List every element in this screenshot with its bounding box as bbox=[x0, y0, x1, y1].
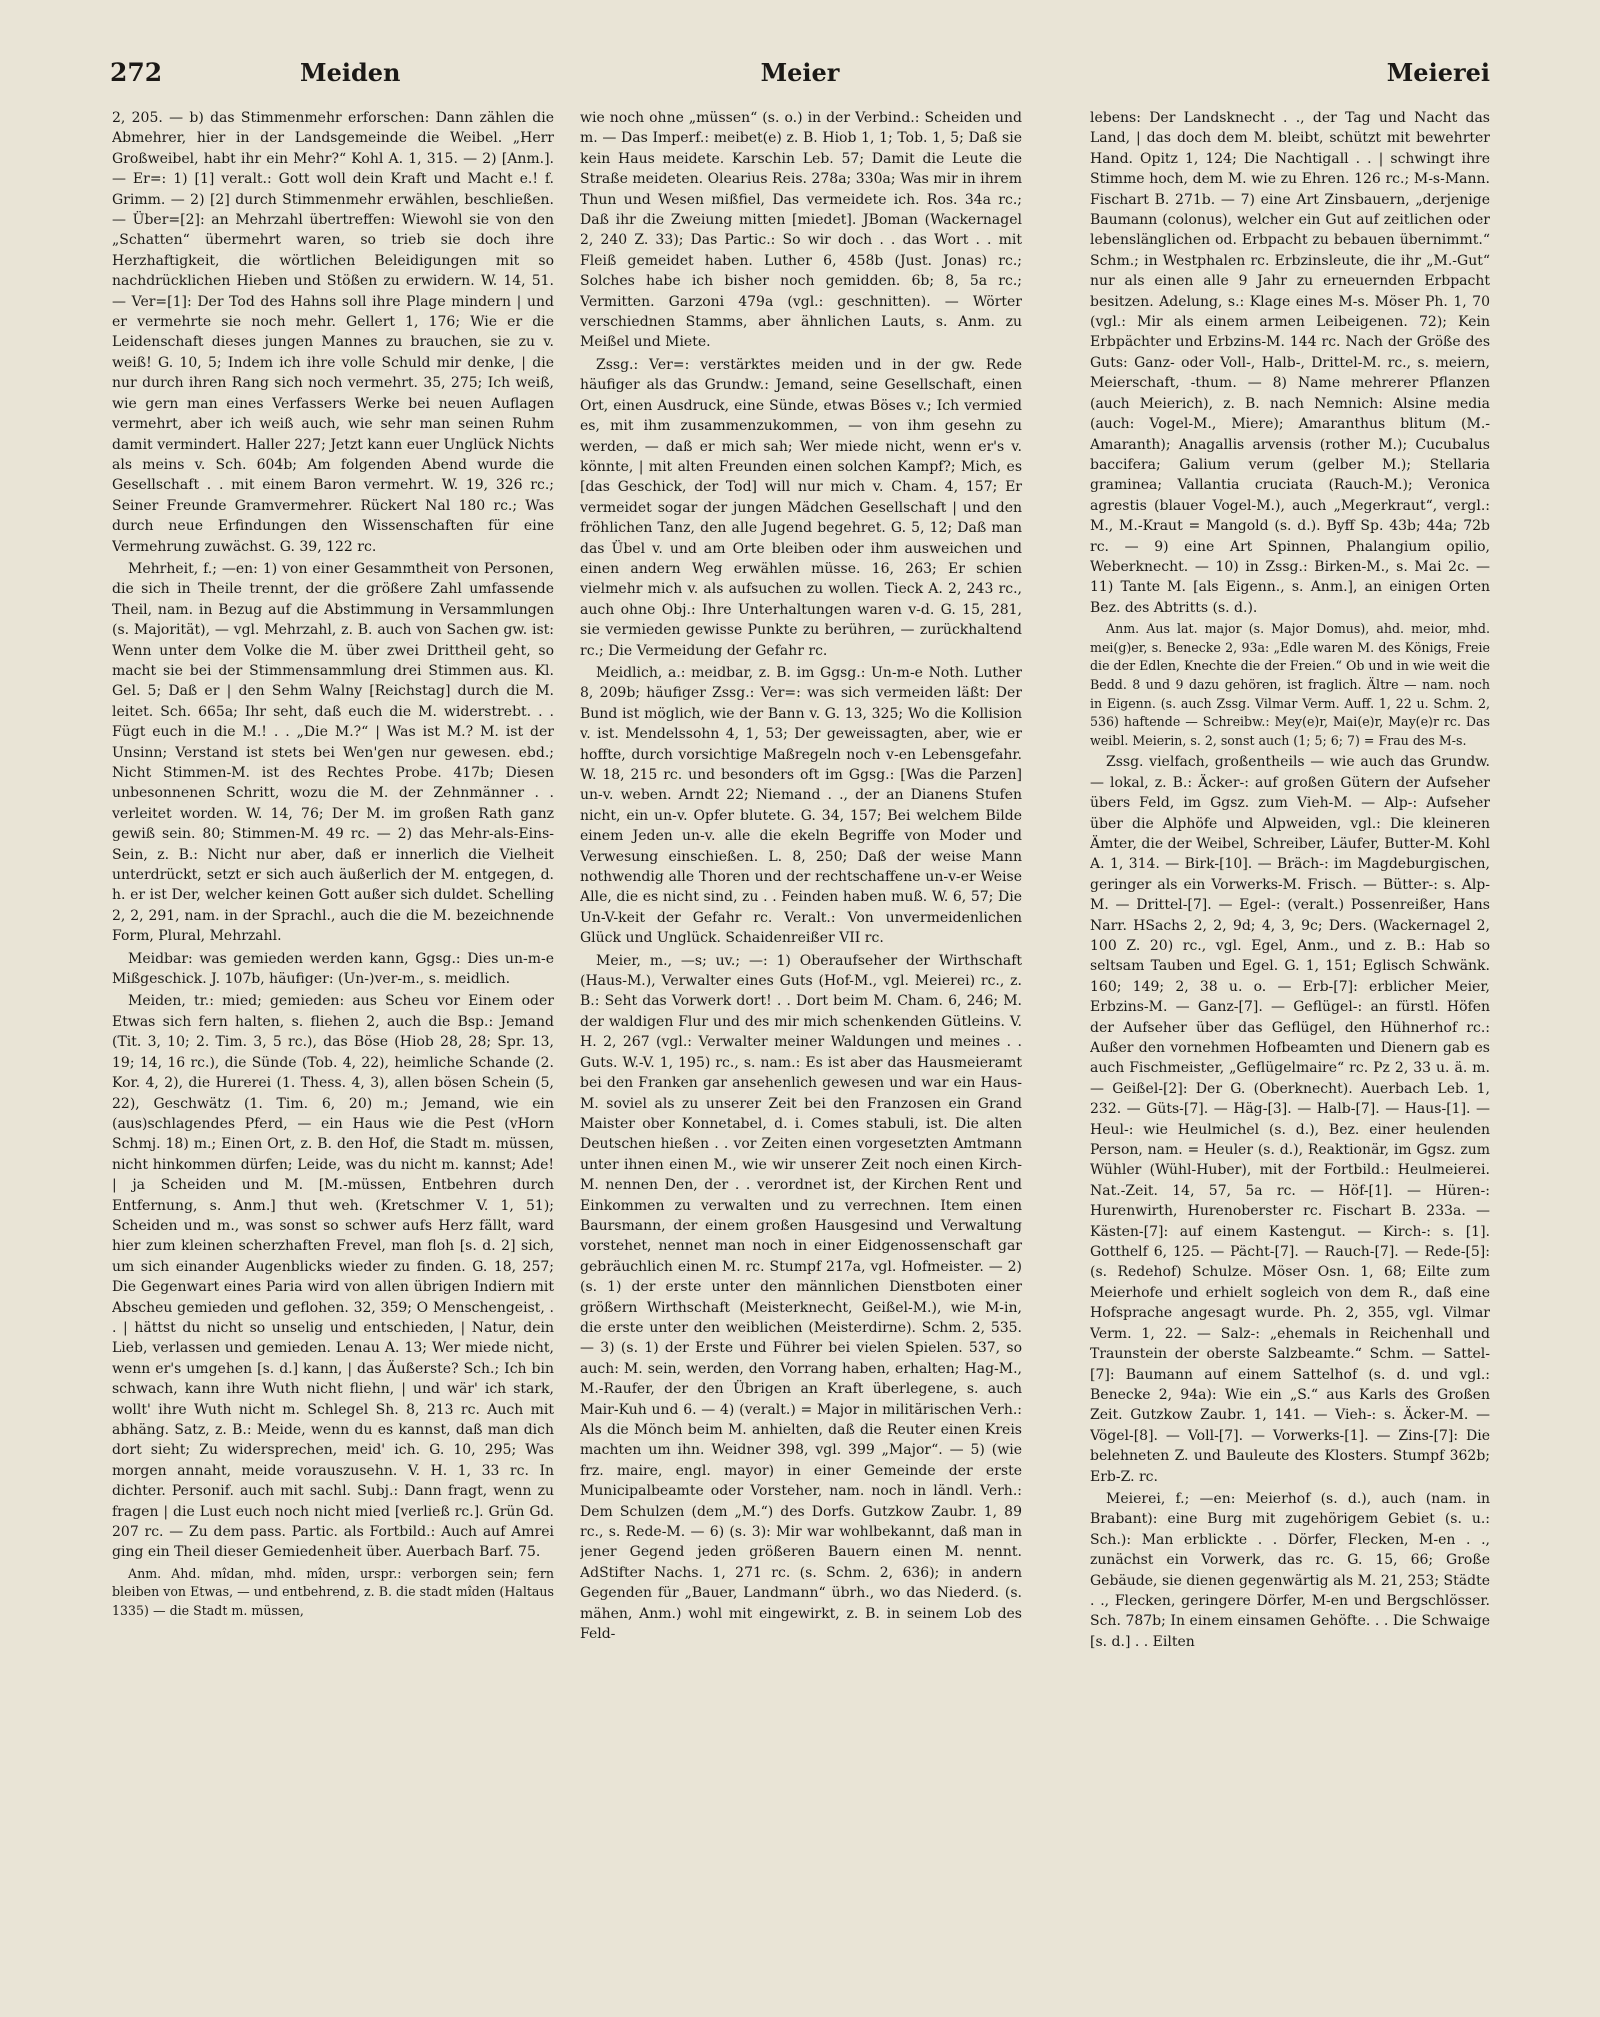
entry-continuation: lebens: Der Landsknecht . ., der Tag und Nacht das Land, | das doch dem M. bleibt, schützt mit bewehrter Hand. Opitz 1, 124; Die Nachtigall . . | schwingt ihre Stimme hoch, dem M. wie zu Ehren. 126 rc.; M-s-Mann. Fischart B. 271b. — 7) eine Art Zinsbauern, „derjenige Baumann (colonus), welcher ein Gut auf zeitlichen oder lebenslänglichen od. Erbpacht zu bebauen übernimmt.“ Schm.; in Westphalen rc. Erbzinsleute, die ihr „M.-Gut“ nur als einen alle 9 Jahr zu erneuernden Erbpacht besitzen. Adelung, s.: Klage eines M-s. Möser Ph. 1, 70 (vgl.: Mir als einem armen Leibeigenen. 72); Kein Erbpächter und Erbzins-M. 144 rc. Nach der Größe des Guts: Ganz- oder Voll-, Halb-, Drittel-M. rc., s. meiern, Meierschaft, -thum. — 8) Name mehrerer Pflanzen (auch Meierich), z. B. nach Nemnich: Alsine media (auch: Vogel-M., Miere); Amaranthus blitum (M.-Amaranth); Anagallis arvensis (rother M.); Cucubalus baccifera; Galium verum (gelber M.); Stellaria graminea; Vallantia cruciata (Rauch-M.); Veronica agrestis (blauer Vogel-M.), auch „Megerkraut“, vergl.: M., M.-Kraut = Mangold (s. d.). Byff Sp. 43b; 44a; 72b rc. — 9) eine Art Spinnen, Phalangium opilio, Weberknecht. — 10) in Zssg.: Birken-M., s. Mai 2c. — 11) Tante M. [als Eigenn., s. Anm.], an einigen Orten Bez. des Abtritts (s. d.). bbox=[1090, 110, 1490, 616]
entry-meierei: Meierei, f.; —en: Meierhof (s. d.), auch (nam. in Brabant): eine Burg mit zugehörigem Gebiet (s. u.: Sch.): Man erblickte . . Dörfer, Flecken, M-en . ., zunächst ein Vorwerk, das rc. G. 15, 66; Große Gebäude, sie dienen gegenwärtig als M. 21, 253; Städte . ., Flecken, geringere Dörfer, M-en und Bergschlösser. Sch. 787b; In einem einsamen Gehöfte. . . Die Schwaige [s. d.] . . Eilten bbox=[1090, 1490, 1490, 1650]
entry-meidlich: Meidlich, a.: meidbar, z. B. im Ggsg.: Un-m-e Noth. Luther 8, 209b; häufiger Zssg.: Ver=: was sich vermeiden läßt: Der Bund ist möglich, wie der Bann v. G. 13, 325; Wo die Kollision v. ist. Mendelssohn 4, 1, 53; Der geweissagten, aber, wie er hoffte, durch vorsichtige Maßregeln noch v-en Lebensgefahr. W. 18, 215 rc. und besonders oft im Ggsg.: [Was die Parzen] un-v. weben. Arndt 22; Niemand . ., der an Dianens Stufen nicht, ein un-v. Opfer blutete. G. 34, 157; Bei welchem Bilde einem Jeden un-v. alle die ekeln Begriffe von Moder und Verwesung einschießen. L. 8, 250; Daß der weise Mann nothwendig alle Thoren und der rechtschaffene un-v-er Weise Alle, die es nicht sind, zu . . Feinden haben muß. W. 6, 57; Die Un-V-keit der Gefahr rc. Veralt.: Von unvermeidenlichen Glück und Unglück. Schaidenreißer VII rc. bbox=[580, 664, 1022, 947]
entry-note: Anm. Ahd. mîdan, mhd. mîden, urspr.: verborgen sein; fern bleiben von Etwas, — und entbehrend, z. B. die stadt mîden (Haltaus 1335) — die Stadt m. müssen, bbox=[112, 1565, 554, 1619]
page-number: 272 bbox=[110, 58, 163, 87]
running-head-center: Meier bbox=[760, 58, 840, 87]
entry-continuation: wie noch ohne „müssen“ (s. o.) in der Verbind.: Scheiden und m. — Das Imperf.: meibet(e) z. B. Hiob 1, 1; Tob. 1, 5; Daß sie kein Haus meidete. Karschin Leb. 57; Damit die Leute die Straße meideten. Olearius Reis. 278a; 330a; Was mir in ihrem Thun und Wesen mißfiel, Das vermeidete ich. Ros. 34a rc.; Daß ihr die Zweiung mitten [miedet]. JBoman (Wackernagel 2, 240 Z. 33); Das Partic.: So wir doch . . das Wort . . mit Fleiß gemeidet haben. Luther 6, 458b (Just. Jonas) rc.; Solches habe ich bisher noch gemidden. 6b; 8, 5a rc.; Vermitten. Garzoni 479a (vgl.: geschnitten). — Wörter verschiednen Stamms, aber ähnlichen Lauts, s. Anm. zu Meißel und Miete. bbox=[580, 110, 1022, 351]
entry-compounds: Zssg. vielfach, großentheils — wie auch das Grundw. — lokal, z. B.: Äcker-: auf großen Gütern der Aufseher übers Feld, im Ggsz. zum Vieh-M. — Alp-: Aufseher über die Alphöfe und Alpweiden, vgl.: Die kleineren Ämter, die der Weibel, Schreiber, Läufer, Butter-M. Kohl A. 1, 314. — Birk-[10]. — Bräch-: im Magdeburgischen, geringer als ein Vorwerks-M. Frisch. — Bütter-: s. Alp-M. — Drittel-[7]. — Egel-: (veralt.) Possenreißer, Hans Narr. HSachs 2, 2, 9d; 4, 3, 9c; Ders. (Wackernagel 2, 100 Z. 20) rc., vgl. Egel, Anm., und z. B.: Hab so seltsam Tauben und Egel. G. 1, 151; Eglisch Schwänk. 160; 149; 2, 38 u. o. — Erb-[7]: erblicher Meier, Erbzins-M. — Ganz-[7]. — Geflügel-: an fürstl. Höfen der Aufseher über das Geflügel, den Hühnerhof rc.: Außer den vornehmen Hofbeamten und Dienern gab es auch Fischmeister, „Geflügelmaire“ rc. Pz 2, 33 u. ä. m. — Geißel-[2]: Der G. (Oberknecht). Auerbach Leb. 1, 232. — Güts-[7]. — Häg-[3]. — Halb-[7]. — Haus-[1]. — Heul-: wie Heulmichel (s. d.), Bez. einer heulenden Person, nam. = Heuler (s. d.), Reaktionär, im Ggsz. zum Wühler (Wühl-Huber), mit der Fortbild.: Heulmeierei. Nat.-Zeit. 14, 57, 5a rc. — Höf-[1]. — Hüren-: Hurenwirth, Hurenoberster rc. Fischart B. 233a. — Kästen-[7]: auf einem Kastengut. — Kirch-: s. [1]. Gotthelf 6, 125. — Pächt-[7]. — Rauch-[7]. — Rede-[5]: (s. Redehof) Schulze. Möser Osn. 1, 68; Eilte zum Meierhofe und erhielt sogleich von dem R., daß eine Hofsprache angesagt wurde. Ph. 2, 355, vgl. Vilmar Verm. 1, 22. — Salz-: „ehemals in Reichenhall und Traunstein der oberste Salzbeamte.“ Schm. — Sattel-[7]: Baumann auf einem Sattelhof (s. d. und vgl.: Benecke 2, 94a): Wie ein „S.“ aus Karls des Großen Zeit. Gutzkow Zaubr. 1, 141. — Vieh-: s. Äcker-M. — Vögel-[8]. — Voll-[7]. — Vorwerks-[1]. — Zins-[7]: Die belehneten Z. und Bauleute des Klosters. Stumpf 362b; Erb-Z. rc. bbox=[1090, 754, 1490, 1485]
entry-continuation: 2, 205. — b) das Stimmenmehr erforschen: Dann zählen die Abmehrer, hier in der Landsgemeinde die Weibel. „Herr Großweibel, habt ihr ein Mehr?“ Kohl A. 1, 315. — 2) [Anm.]. — Er=: 1) [1] veralt.: Gott woll dein Kraft und Macht e.! f. Grimm. — 2) [2] durch Stimmenmehr erwählen, beschließen. — Über=[2]: an Mehrzahl übertreffen: Wiewohl sie von den „Schatten“ übermehrt waren, so trieb sie doch ihre Herzhaftigkeit, die wörtlichen Beleidigungen mit so nachdrücklichen Hieben und Stößen zu erwidern. W. 14, 51. — Ver=[1]: Der Tod des Hahns soll ihre Plage mindern | und er vermehrte sie noch mehr. Gellert 1, 176; Wie er die Leidenschaft dieses jungen Mannes zu brauchen, sie zu v. weiß! G. 10, 5; Indem ich ihre volle Schuld mir denke, | die nur durch ihren Rang sich noch vermehrt. 35, 275; Ich weiß, wie gern man eines Verfassers Werke bei neuen Auflagen vermehrt, aber ich weiß auch, wie sehr man seinen Ruhm damit vermindert. Haller 227; Jetzt kann euer Unglück Nichts als meins v. Sch. 604b; Am folgenden Abend wurde die Gesellschaft . . mit einem Baron vermehrt. W. 19, 326 rc.; Seiner Freunde Gramvermehrer. Rückert Nal 180 rc.; Was durch neue Erfindungen den Wissenschaften für eine Vermehrung zuwächst. G. 39, 122 rc. bbox=[112, 110, 554, 555]
entry-mehrheit: Mehrheit, f.; —en: 1) von einer Gesammtheit von Personen, die sich in Theile trennt, der die größere Zahl umfassende Theil, nam. in Bezug auf die Abstimmung in Versammlungen (s. Majorität), — vgl. Mehrzahl, z. B. auch von Sachen gw. ist: Wenn unter dem Volke die M. über zwei Drittheil geht, so macht sie bei der Stimmensammlung drei Stimmen aus. Kl. Gel. 5; Daß er | den Sehm Walny [Reichstag] durch die M. leitet. Sch. 665a; Ihr seht, daß euch die M. widerstrebt. . . Fügt euch in die M.! . . „Die M.?“ | Was ist M.? M. ist der Unsinn; Verstand ist stets bei Wen'gen nur gewesen. ebd.; Nicht Stimmen-M. ist des Rechtes Probe. 417b; Diesen unbesonnenen Schritt, wozu die M. der Zehnmänner . . verleitet worden. W. 14, 76; Der M. im großen Rath ganz gewiß sein. 80; Stimmen-M. 49 rc. — 2) das Mehr-als-Eins-Sein, z. B.: Nicht nur aber, daß er innerlich die Vielheit unterdrückt, setzt er sich auch äußerlich der M. entgegen, d. h. er ist Der, welcher keinen Gott außer sich duldet. Schelling 2, 2, 291, nam. in der Sprachl., auch die die M. bezeichnende Form, Plural, Mehrzahl. bbox=[112, 560, 554, 945]
text-column-2 bbox=[580, 108, 1022, 1998]
running-head-left: Meiden bbox=[300, 58, 401, 87]
running-head-right: Meierei bbox=[1386, 58, 1490, 87]
entry-meidbar: Meidbar: was gemieden werden kann, Ggsg.: Dies un-m-e Mißgeschick. J. 107b, häufiger: (Un-)ver-m., s. meidlich. bbox=[112, 950, 554, 988]
entry-meiden: Meiden, tr.: mied; gemieden: aus Scheu vor Einem oder Etwas sich fern halten, s. fliehen 2, auch die Bsp.: Jemand (Tit. 3, 10; 2. Tim. 3, 5 rc.), das Böse (Hiob 28, 28; Spr. 13, 19; 14, 16 rc.), die Sünde (Tob. 4, 22), heimliche Schande (2. Kor. 4, 2), die Hurerei (1. Thess. 4, 3), allen bösen Schein (5, 22), Geschwätz (1. Tim. 6, 20) m.; Jemand, wie ein (aus)schlagendes Pferd, — ein Haus wie die Pest (vHorn Schmj. 18) m.; Einen Ort, z. B. den Hof, die Stadt m. müssen, nicht hinkommen dürfen; Leide, was du nicht m. kannst; Ade! | ja Scheiden und M. [M.-müssen, Entbehren durch Entfernung, s. Anm.] thut weh. (Kretschmer V. 1, 51); Scheiden und m., was sonst so schwer aufs Herz fällt, ward hier zum kleinen scherzhaften Frevel, man floh [s. d. 2] sich, um sich einander Augenblicks wieder zu finden. G. 18, 257; Die Gegenwart eines Paria wird von allen übrigen Indiern mit Abscheu gemieden und geflohen. 32, 359; O Menschengeist, . . | hättst du nicht so unselig und entschieden, | Natur, dein Lieb, verlassen und gemieden. Lenau A. 13; Wer miede nicht, wenn er's umgehen [s. d.] kann, | das Äußerste? Sch.; Ich bin schwach, kann ihre Wuth nicht fliehn, | und wär' ich stark, wollt' ihre Wuth nicht m. Schlegel Sh. 8, 213 rc. Auch mit abhäng. Satz, z. B.: Meide, wenn du es kannst, daß man dich dort sieht; Zu widersprechen, meid' ich. G. 10, 295; Was morgen annaht, meide vorauszusehn. V. H. 1, 33 rc. In dichter. Personif. auch mit sachl. Subj.: Dann fragt, wenn zu fragen | die Lust euch noch nicht mied [verließ rc.]. Grün Gd. 207 rc. — Zu dem pass. Partic. als Fortbild.: Auch auf Amrei ging ein Theil dieser Gemiedenheit über. Auerbach Barf. 75. bbox=[112, 993, 554, 1561]
entry-meier: Meier, m., —s; uv.; —: 1) Oberaufseher der Wirthschaft (Haus-M.), Verwalter eines Guts (Hof-M., vgl. Meierei) rc., z. B.: Seht das Vorwerk dort! . . Dort beim M. Cham. 6, 246; M. der waldigen Flur und des mir mich schenkenden Gütleins. V. H. 2, 267 (vgl.: Verwalter meiner Waldungen und meines . . Guts. W.-V. 1, 195) rc., s. nam.: Es ist aber das Hausmeieramt bei den Franken gar ansehenlich gewesen und war ein Haus-M. soviel als zu unserer Zeit bei den Franzosen ein Grand Maister ober Konnetabel, d. i. Comes stabuli, ist. Die alten Deutschen hießen . . vor Zeiten einen vorgesetzten Amtmann unter ihnen einen M., wie wir unserer Zeit noch einen Kirch-M. nennen Den, der . . verordnet ist, der Kirchen Rent und Einkommen zu verwalten und zu verrechnen. Item einen Baursmann, der einem großen Hausgesind und Verwaltung vorstehet, nennet man noch in einer Eidgenossenschaft gar gebräuchlich einen M. rc. Stumpf 217a, vgl. Hofmeister. — 2) (s. 1) der erste unter den männlichen Dienstboten einer größern Wirthschaft (Meisterknecht, Geißel-M.), wie M-in, die erste unter den weiblichen (Meisterdirne). Schm. 2, 535. — 3) (s. 1) der Erste und Führer bei vielen Spielen. 537, so auch: M. sein, werden, den Vorrang haben, erhalten; Hag-M., M.-Raufer, der den Übrigen an Kraft überlegene, s. auch Mair-Kuh und 6. — 4) (veralt.) = Major in militärischen Verh.: Als die Mönch beim M. anhielten, daß die Reuter einen Kreis machten um ihn. Weidner 398, vgl. 399 „Major“. — 5) (wie frz. maire, engl. mayor) in einer Gemeinde der erste Municipalbeamte oder Vorsteher, nam. noch in ländl. Verh.: Dem Schulzen (dem „M.“) des Dorfs. Gutzkow Zaubr. 1, 89 rc., s. Rede-M. — 6) (s. 3): Mir war wohlbekannt, daß man in jener Gegend jeden größeren Bauern einen M. nennt. AdStifter Nachs. 1, 271 rc. (s. Schm. 2, 636); in andern Gegenden für „Bauer, Landmann“ übrh., wo das Niederd. (s. mähen, Anm.) wohl mit eingewirkt, z. B. in seinem Lob des Feld- bbox=[580, 952, 1022, 1643]
text-column-3 bbox=[1090, 108, 1490, 1998]
entry-note: Anm. Aus lat. major (s. Major Domus), ahd. meior, mhd. mei(g)er, s. Benecke 2, 93a: „Edle waren M. des Königs, Freie die der Edlen, Knechte die der Freien.“ Ob und in wie weit die Bedd. 8 und 9 dazu gehören, ist fraglich. Ältre — nam. noch in Eigenn. (s. auch Zssg. Vilmar Verm. Auff. 1, 22 u. Schm. 2, 536) haftende — Schreibw.: Mey(e)r, Mai(e)r, May(e)r rc. Das weibl. Meierin, s. 2, sonst auch (1; 5; 6; 7) = Frau des M-s. bbox=[1090, 621, 1490, 748]
page-header bbox=[110, 58, 1490, 98]
text-column-1 bbox=[112, 108, 554, 1998]
entry-vermeiden: Zssg.: Ver=: verstärktes meiden und in der gw. Rede häufiger als das Grundw.: Jemand, seine Gesellschaft, einen Ort, einen Ausdruck, eine Sünde, etwas Böses v.; Ich vermied es, mit ihm zusammenzukommen, — von ihm gesehn zu werden, — daß er mich sah; Wer miede nicht, wenn er's v. könnte, | mit alten Freunden einen solchen Kampf?; Mich, es [das Geschick, der Tod] will nur mich v. Cham. 4, 157; Er vermeidet sogar der jungen Mädchen Gesellschaft | und den fröhlichen Tanz, den alle Jugend begehret. G. 5, 12; Daß man das Übel v. und am Orte bleiben oder ihm ausweichen und einen andern Weg erwählen müsse. 16, 263; Er schien vielmehr mich v. als aufsuchen zu wollen. Tieck A. 2, 243 rc., auch ohne Obj.: Ihre Unterhaltungen waren v-d. G. 15, 281, sie vermieden gewisse Punkte zu berühren, — zurückhaltend rc.; Die Vermeidung der Gefahr rc. bbox=[580, 356, 1022, 659]
